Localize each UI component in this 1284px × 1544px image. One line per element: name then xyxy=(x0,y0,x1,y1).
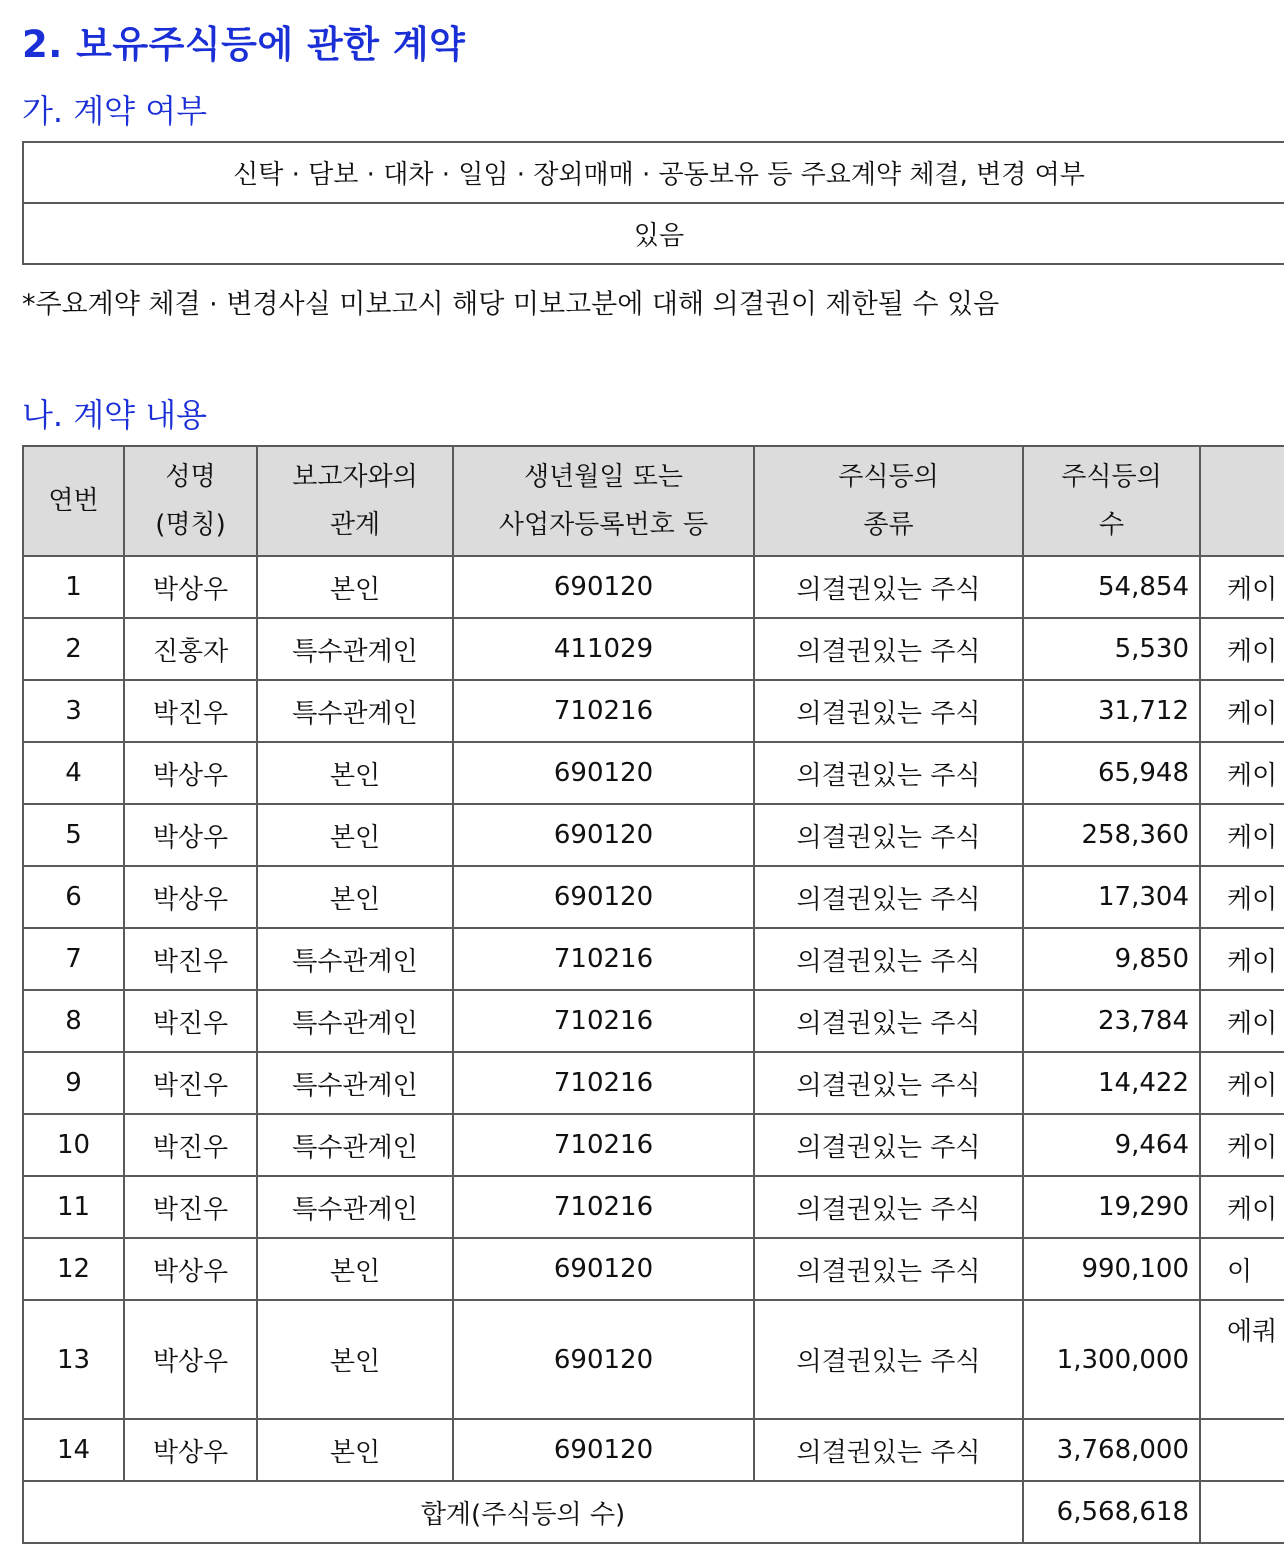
table-header-row xyxy=(23,446,1284,556)
row-birth: 690120 xyxy=(453,742,754,804)
subsection-contract-details-title: 나. 계약 내용 xyxy=(22,396,208,434)
contract-status-header-row xyxy=(23,142,1284,203)
total-value: 6,568,618 xyxy=(1023,1481,1200,1543)
row-share-count: 1,300,000 xyxy=(1023,1300,1200,1419)
row-share-count: 3,768,000 xyxy=(1023,1419,1200,1481)
row-no: 12 xyxy=(23,1238,124,1300)
table-row xyxy=(23,990,1284,1052)
table-row xyxy=(23,1300,1284,1419)
row-share-type: 의결권있는 주식 xyxy=(754,990,1023,1052)
row-share-type: 의결권있는 주식 xyxy=(754,618,1023,680)
subsection-contract-status-title: 가. 계약 여부 xyxy=(22,92,208,130)
table-row xyxy=(23,1114,1284,1176)
row-share-type: 의결권있는 주식 xyxy=(754,928,1023,990)
row-extra: 케이 xyxy=(1200,1052,1284,1114)
row-relation: 특수관계인 xyxy=(257,1052,453,1114)
row-no: 7 xyxy=(23,928,124,990)
row-extra: 케이 xyxy=(1200,680,1284,742)
row-share-count: 54,854 xyxy=(1023,556,1200,618)
row-extra: 에쿼 xyxy=(1200,1300,1284,1419)
row-share-count: 9,850 xyxy=(1023,928,1200,990)
row-share-count: 23,784 xyxy=(1023,990,1200,1052)
row-name: 박진우 xyxy=(124,680,257,742)
contract-details-table xyxy=(22,445,1284,1544)
table-row xyxy=(23,928,1284,990)
row-relation: 특수관계인 xyxy=(257,1176,453,1238)
row-extra xyxy=(1200,1419,1284,1481)
row-no: 10 xyxy=(23,1114,124,1176)
row-name: 박진우 xyxy=(124,990,257,1052)
row-relation: 본인 xyxy=(257,742,453,804)
row-birth: 710216 xyxy=(453,1114,754,1176)
row-birth: 710216 xyxy=(453,928,754,990)
row-extra: 케이 xyxy=(1200,804,1284,866)
header-extra xyxy=(1200,446,1284,556)
row-share-count: 5,530 xyxy=(1023,618,1200,680)
row-extra: 이 xyxy=(1200,1238,1284,1300)
row-share-type: 의결권있는 주식 xyxy=(754,742,1023,804)
row-relation: 특수관계인 xyxy=(257,990,453,1052)
row-share-type: 의결권있는 주식 xyxy=(754,1114,1023,1176)
total-label: 합계(주식등의 수) xyxy=(23,1481,1023,1543)
header-birth: 생년월일 또는 사업자등록번호 등 xyxy=(453,446,754,556)
row-name: 박상우 xyxy=(124,1300,257,1419)
row-birth: 690120 xyxy=(453,1300,754,1419)
row-name: 박상우 xyxy=(124,742,257,804)
table-row xyxy=(23,1052,1284,1114)
row-no: 1 xyxy=(23,556,124,618)
row-share-count: 31,712 xyxy=(1023,680,1200,742)
row-extra: 케이 xyxy=(1200,1114,1284,1176)
row-birth: 690120 xyxy=(453,1238,754,1300)
row-share-count: 17,304 xyxy=(1023,866,1200,928)
row-relation: 특수관계인 xyxy=(257,680,453,742)
header-share-count: 주식등의 수 xyxy=(1023,446,1200,556)
total-extra xyxy=(1200,1481,1284,1543)
row-no: 13 xyxy=(23,1300,124,1419)
row-name: 박진우 xyxy=(124,1114,257,1176)
row-relation: 본인 xyxy=(257,1238,453,1300)
row-share-count: 990,100 xyxy=(1023,1238,1200,1300)
row-share-type: 의결권있는 주식 xyxy=(754,1300,1023,1419)
row-name: 박상우 xyxy=(124,804,257,866)
row-birth: 710216 xyxy=(453,1176,754,1238)
row-birth: 690120 xyxy=(453,1419,754,1481)
row-share-count: 19,290 xyxy=(1023,1176,1200,1238)
row-share-type: 의결권있는 주식 xyxy=(754,680,1023,742)
row-birth: 690120 xyxy=(453,556,754,618)
row-relation: 특수관계인 xyxy=(257,618,453,680)
row-name: 진홍자 xyxy=(124,618,257,680)
table-row xyxy=(23,866,1284,928)
row-name: 박상우 xyxy=(124,1238,257,1300)
row-share-count: 14,422 xyxy=(1023,1052,1200,1114)
row-share-type: 의결권있는 주식 xyxy=(754,1176,1023,1238)
row-relation: 특수관계인 xyxy=(257,1114,453,1176)
table-row xyxy=(23,556,1284,618)
row-no: 11 xyxy=(23,1176,124,1238)
row-no: 5 xyxy=(23,804,124,866)
table-row xyxy=(23,1176,1284,1238)
row-no: 4 xyxy=(23,742,124,804)
row-relation: 본인 xyxy=(257,1300,453,1419)
table-total-row xyxy=(23,1481,1284,1543)
row-birth: 710216 xyxy=(453,990,754,1052)
table-row xyxy=(23,1419,1284,1481)
row-share-count: 9,464 xyxy=(1023,1114,1200,1176)
row-name: 박진우 xyxy=(124,1176,257,1238)
header-relation: 보고자와의 관계 xyxy=(257,446,453,556)
row-share-count: 65,948 xyxy=(1023,742,1200,804)
row-no: 6 xyxy=(23,866,124,928)
contract-status-header: 신탁 · 담보 · 대차 · 일임 · 장외매매 · 공동보유 등 주요계약 체결, 변경 여부 xyxy=(23,142,1284,203)
row-birth: 710216 xyxy=(453,1052,754,1114)
row-relation: 본인 xyxy=(257,556,453,618)
row-extra: 케이 xyxy=(1200,742,1284,804)
row-extra: 케이 xyxy=(1200,556,1284,618)
row-extra: 케이 xyxy=(1200,866,1284,928)
row-share-type: 의결권있는 주식 xyxy=(754,1238,1023,1300)
row-name: 박상우 xyxy=(124,556,257,618)
table-row xyxy=(23,680,1284,742)
header-name: 성명 (명칭) xyxy=(124,446,257,556)
row-extra: 케이 xyxy=(1200,618,1284,680)
header-no: 연번 xyxy=(23,446,124,556)
row-extra: 케이 xyxy=(1200,928,1284,990)
row-no: 9 xyxy=(23,1052,124,1114)
row-no: 3 xyxy=(23,680,124,742)
row-share-type: 의결권있는 주식 xyxy=(754,1419,1023,1481)
row-share-type: 의결권있는 주식 xyxy=(754,804,1023,866)
table-row xyxy=(23,804,1284,866)
header-share-type: 주식등의 종류 xyxy=(754,446,1023,556)
row-name: 박진우 xyxy=(124,1052,257,1114)
row-relation: 본인 xyxy=(257,804,453,866)
row-name: 박상우 xyxy=(124,866,257,928)
contract-status-table xyxy=(22,141,1284,265)
contract-status-value-row xyxy=(23,203,1284,264)
row-name: 박상우 xyxy=(124,1419,257,1481)
table-row xyxy=(23,618,1284,680)
row-name: 박진우 xyxy=(124,928,257,990)
row-birth: 411029 xyxy=(453,618,754,680)
contract-status-value: 있음 xyxy=(23,203,1284,264)
row-relation: 본인 xyxy=(257,866,453,928)
row-no: 2 xyxy=(23,618,124,680)
row-birth: 690120 xyxy=(453,804,754,866)
row-extra: 케이 xyxy=(1200,1176,1284,1238)
row-relation: 본인 xyxy=(257,1419,453,1481)
row-relation: 특수관계인 xyxy=(257,928,453,990)
row-share-type: 의결권있는 주식 xyxy=(754,1052,1023,1114)
section-title: 2. 보유주식등에 관한 계약 xyxy=(22,23,466,66)
row-birth: 690120 xyxy=(453,866,754,928)
row-no: 8 xyxy=(23,990,124,1052)
row-share-type: 의결권있는 주식 xyxy=(754,556,1023,618)
row-share-count: 258,360 xyxy=(1023,804,1200,866)
row-extra: 케이 xyxy=(1200,990,1284,1052)
row-birth: 710216 xyxy=(453,680,754,742)
row-share-type: 의결권있는 주식 xyxy=(754,866,1023,928)
table-row xyxy=(23,1238,1284,1300)
row-no: 14 xyxy=(23,1419,124,1481)
table-row xyxy=(23,742,1284,804)
voting-rights-note: *주요계약 체결 · 변경사실 미보고시 해당 미보고분에 대해 의결권이 제한될 수 있음 xyxy=(22,289,1000,320)
